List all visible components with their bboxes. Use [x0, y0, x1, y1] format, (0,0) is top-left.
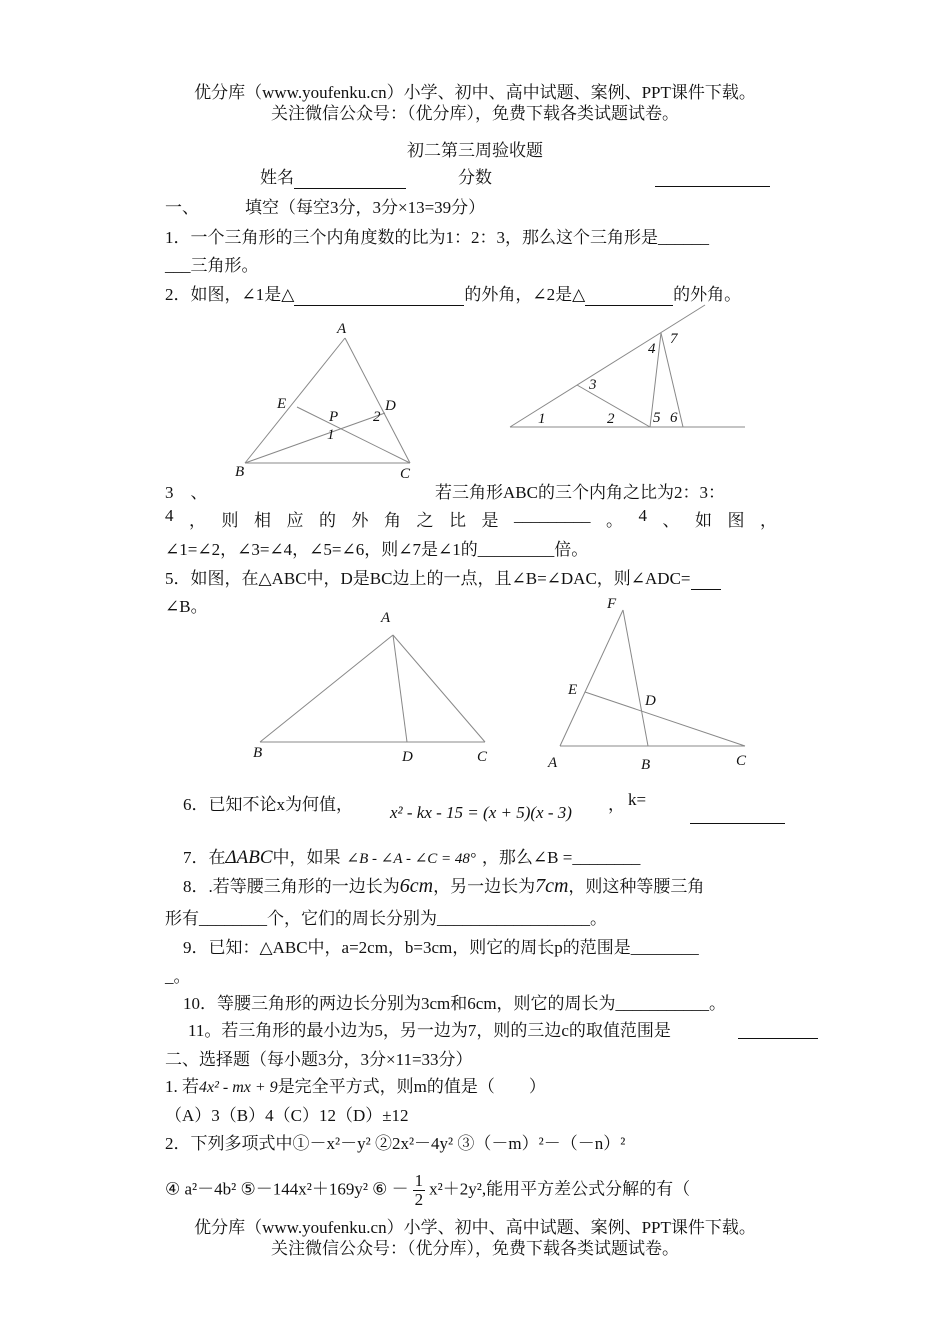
- q3-l2-word: 应: [286, 511, 304, 530]
- c2-line2-part-b: x²＋2y²,能用平方差公式分解的有（: [429, 1179, 691, 1199]
- fig4-label-D: D: [645, 693, 656, 709]
- q6-k-label: k=: [628, 790, 647, 809]
- name-blank: [294, 168, 406, 189]
- q2-blank-1: [294, 285, 464, 306]
- q8-value-1: 6cm: [399, 875, 434, 897]
- q2-part-a: 2．如图，∠1是△: [165, 285, 295, 304]
- q3-l2-word: 则: [221, 511, 239, 530]
- fig2-label-3: 3: [589, 377, 597, 393]
- q8-value-2: 7cm: [535, 875, 569, 897]
- q8-part-c: ，则这种等腰三角: [568, 877, 705, 896]
- q5-blank: [691, 569, 721, 590]
- q9-line2: _。: [165, 967, 191, 986]
- q3-l2-word: ，: [189, 511, 206, 530]
- c1-prefix: 1. 若: [165, 1077, 199, 1096]
- page-title: 初二第三周验收题: [407, 141, 543, 160]
- q11-line: 11。若三角形的最小边为5，另一边为7，则的三边c的取值范围是: [188, 1021, 671, 1040]
- q7-middle: 中，如果: [272, 848, 341, 867]
- fig1-label-P: P: [329, 409, 339, 425]
- q1-line1: 1．一个三角形的三个内角度数的比为1：2：3，那么这个三角形是______: [165, 228, 709, 247]
- q8-line2: 形有________个，它们的周长分别为__________________。: [165, 909, 607, 928]
- q4-line: ∠1=∠2，∠3=∠4，∠5=∠6，则∠7是∠1的_________倍。: [165, 540, 589, 559]
- fig3-label-B: B: [253, 745, 263, 761]
- section1-text: 填空（每空3分，3分×13=39分）: [245, 198, 486, 217]
- fig1-label-A: A: [337, 321, 347, 337]
- footer-line-1: 优分库（www.youfenku.cn）小学、初中、高中试题、案例、PPT课件下载。: [194, 1218, 756, 1237]
- q3-l2-word: 比: [449, 511, 466, 530]
- q3-l2-word: 4: [165, 506, 174, 525]
- c2-line2: [165, 1172, 690, 1209]
- q7-triangle: ΔABC: [225, 847, 273, 868]
- q5-text: 5．如图，在△ABC中，D是BC边上的一点，且∠B=∠DAC，则∠ADC=: [165, 569, 691, 588]
- fig1-label-B: B: [235, 464, 245, 480]
- section1-number: 一、: [165, 198, 199, 217]
- fig4-label-F: F: [607, 596, 617, 612]
- q7-formula: ∠B - ∠A - ∠C = 48°: [346, 851, 476, 867]
- fig1-label-D: D: [385, 398, 396, 414]
- c1-formula: 4x² - mx + 9: [199, 1079, 278, 1096]
- c2-line1: 2．下列多项式中①－x²－y² ②2x²－4y² ③（－m）²－（－n）²: [165, 1134, 626, 1153]
- q8-part-b: ，另一边长为: [433, 877, 536, 896]
- q8-line1: [183, 872, 704, 898]
- section2-heading: 二、选择题（每小题3分，3分×11=33分）: [165, 1050, 473, 1069]
- q3-text: 若三角形ABC的三个内角之比为2：3：: [435, 483, 725, 502]
- q3-l2-word: 之: [416, 511, 434, 530]
- fig3-label-A: A: [381, 610, 391, 626]
- q3-l2-word: 。: [606, 511, 623, 530]
- figure-2-angles: [505, 300, 755, 435]
- fig4-label-C: C: [736, 753, 747, 769]
- section1-heading: [165, 193, 485, 218]
- q6-comma: ，: [608, 795, 625, 814]
- q3-l2-word: 图: [727, 511, 745, 530]
- q3-l2-word: 角: [384, 511, 401, 530]
- q3-l2-word: ，: [760, 511, 777, 530]
- c2-line2-part-a: ④ a²－4b² ⑤－144x²＋169y² ⑥ －: [165, 1179, 409, 1199]
- c1-options: （A）3（B）4（C）12（D）±12: [165, 1106, 409, 1125]
- fig2-label-4: 4: [648, 341, 656, 357]
- q6-k-blank: [690, 823, 785, 824]
- q8-part-a: 8．.若等腰三角形的一边长为: [183, 877, 400, 896]
- figure-3-triangle: [245, 605, 500, 770]
- q5-line1: [165, 564, 721, 590]
- q1-line2: ___三角形。: [165, 256, 259, 275]
- q7-prefix: 7．在: [183, 848, 226, 867]
- fig3-label-C: C: [477, 749, 488, 765]
- header-line-2: 关注微信公众号：（优分库），免费下载各类试题试卷。: [271, 104, 679, 123]
- fig1-label-1: 1: [327, 427, 335, 443]
- q3-number: 3 、: [165, 483, 208, 502]
- q3-line2: [165, 506, 777, 531]
- q3-l2-word: 外: [351, 511, 369, 530]
- fig2-label-6: 6: [670, 410, 678, 426]
- fig4-label-E: E: [568, 682, 578, 698]
- q3-l2-word: 如: [695, 511, 712, 530]
- fig4-label-A: A: [548, 755, 558, 771]
- fig1-label-E: E: [277, 396, 287, 412]
- q2-part-c: 的外角。: [673, 285, 742, 304]
- q7-line: [183, 843, 640, 869]
- score-blank: [655, 186, 770, 187]
- score-label: 分数: [458, 168, 492, 187]
- q3-l2-word: 的: [319, 511, 336, 530]
- q6-text: 6．已知不论x为何值，: [183, 795, 353, 814]
- fig4-label-B: B: [641, 757, 651, 773]
- q3-l2-word: 、: [662, 511, 680, 530]
- q7-end: ，那么∠B =________: [481, 848, 641, 867]
- q2-part-b: 的外角，∠2是△: [464, 285, 586, 304]
- q9-line1: 9．已知：△ABC中，a=2cm，b=3cm，则它的周长p的范围是________: [183, 938, 699, 957]
- q3-l2-word: 是: [481, 511, 499, 530]
- figure-4-triangle: [540, 592, 760, 777]
- q5-line2: ∠B。: [165, 597, 208, 616]
- name-label: 姓名: [260, 168, 294, 187]
- c1-line: [165, 1072, 546, 1097]
- footer-line-2: 关注微信公众号：（优分库），免费下载各类试题试卷。: [271, 1239, 679, 1258]
- q4-number: 4: [638, 506, 647, 525]
- fig1-label-2: 2: [373, 409, 381, 425]
- fig2-label-5: 5: [653, 410, 661, 426]
- header-line-1: 优分库（www.youfenku.cn）小学、初中、高中试题、案例、PPT课件下载。: [194, 83, 756, 102]
- c1-suffix: 是完全平方式，则m的值是（ ）: [277, 1077, 546, 1096]
- fig1-label-C: C: [400, 466, 411, 482]
- q11-blank: [738, 1038, 818, 1039]
- fig3-label-D: D: [402, 749, 413, 765]
- q3-l2-blank: _________: [514, 506, 591, 525]
- figure-1-triangle: [225, 318, 425, 483]
- q6-formula: x² - kx - 15 = (x + 5)(x - 3): [390, 803, 572, 822]
- fig2-label-1: 1: [538, 411, 546, 427]
- q10-line: 10．等腰三角形的两边长分别为3cm和6cm，则它的周长为___________。: [183, 994, 727, 1013]
- fig2-label-7: 7: [670, 331, 678, 347]
- name-field: [260, 163, 406, 189]
- c2-frac-denominator: 2: [414, 1189, 424, 1209]
- c2-frac-numerator: 1: [414, 1171, 424, 1190]
- c2-fraction: [413, 1172, 426, 1209]
- fig2-label-2: 2: [607, 411, 615, 427]
- q3-l2-word: 相: [254, 511, 271, 530]
